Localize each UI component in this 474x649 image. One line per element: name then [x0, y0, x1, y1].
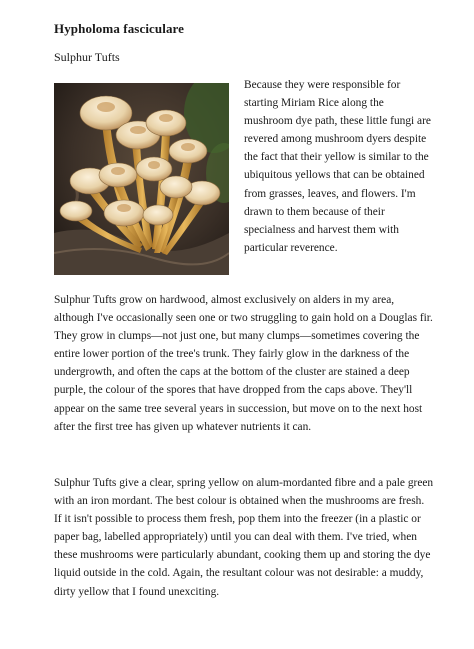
- page-title: Hypholoma fasciculare: [54, 21, 185, 36]
- body-paragraph-3: Sulphur Tufts give a clear, spring yellow on alum-mordanted fibre and a pale green with an iron mordant. The best colour is obtained when the mushrooms are fresh. If it isn't possible to process them fresh, pop them into the freezer (in a plastic or paper bag, labelled appropriately) until you can deal with them. I've tried, when these mushrooms were particularly abundant, cooking them up and storing the dye liquid outside in the cold. Again, the resultant colour was not desirable: a muddy, dirty yellow that I found unexciting.: [54, 477, 434, 598]
- body-paragraph-1: Because they were responsible for starting Miriam Rice along the mushroom dye path, these little fungi are revered among mushroom dyers despite the fact that their yellow is similar to the ubiquitous yellows that can be obtained from grasses, leaves, and flowers. I'm drawn to them because of their specialness and harvest them with particular reverence.: [244, 79, 431, 254]
- body-paragraph-2: Sulphur Tufts grow on hardwood, almost exclusively on alders in my area, although I've occasionally seen one or two struggling to gain hold on a Douglas fir. They grow in clumps—not just one, but many clumps—sometimes covering the entire lower portion of the tree's trunk. They fairly glow in the darkness of the undergrowth, and often the caps at the bottom of the cluster are stained a deep purple, the colour of the spores that have dropped from the caps above. They'll appear on the same tree several years in succession, but move on to the next host after the first tree has given up whatever nutrients it can.: [54, 294, 433, 433]
- page-subtitle: Sulphur Tufts: [54, 50, 120, 64]
- mushroom-photo: [54, 83, 229, 275]
